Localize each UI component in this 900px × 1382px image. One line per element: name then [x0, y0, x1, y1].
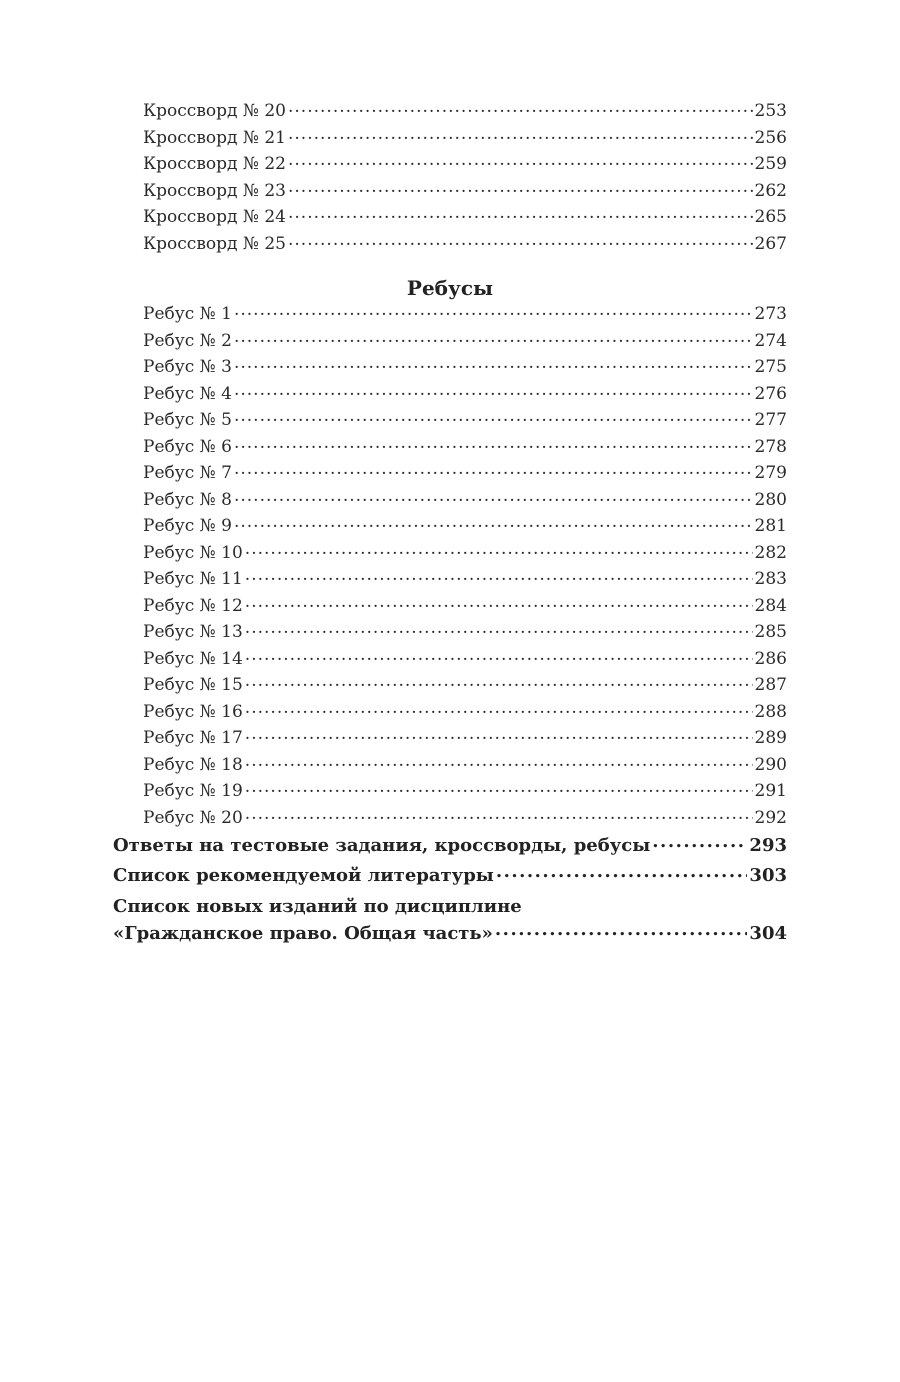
dot-leader	[234, 488, 753, 505]
toc-entry-rebus-8[interactable]	[113, 487, 787, 514]
dot-leader	[288, 205, 753, 222]
toc-entry-title: Ответы на тестовые задания, кроссворды, ребусы	[113, 835, 651, 856]
toc-entry-page: 291	[754, 781, 787, 801]
toc-entry-rebus-12[interactable]	[113, 593, 787, 620]
dot-leader	[245, 753, 753, 770]
toc-entry-rebus-2[interactable]	[113, 328, 787, 355]
dot-leader	[245, 567, 753, 584]
toc-entry-page: 281	[754, 516, 787, 536]
toc-entry-page: 285	[754, 622, 787, 642]
dot-leader	[245, 673, 753, 690]
toc-entry-rebus-15[interactable]	[113, 672, 787, 699]
toc-entry-title: Кроссворд № 21	[143, 127, 286, 148]
toc-entry-page: 286	[754, 648, 787, 669]
dot-leader	[234, 408, 753, 425]
toc-entry-title: Ребус № 12	[143, 595, 243, 616]
dot-leader	[245, 779, 753, 796]
toc-entry-new-publications[interactable]	[113, 893, 787, 947]
toc-entry-title: Ребус № 6	[143, 436, 232, 457]
toc-entry-rebus-10[interactable]	[113, 540, 787, 567]
toc-entry-page: 303	[749, 865, 787, 886]
toc-entry-rebus-17[interactable]	[113, 725, 787, 752]
toc-entry-crossword-24[interactable]	[113, 204, 787, 231]
toc-entry-page: 274	[754, 330, 787, 351]
toc-entry-title: Список рекомендуемой литературы	[113, 865, 494, 886]
toc-entry-title: Ребус № 4	[143, 383, 232, 404]
toc-entry-page: 292	[754, 807, 787, 828]
toc-entry-title: Ребус № 15	[143, 675, 243, 695]
toc-entry-title: Ребус № 9	[143, 516, 232, 536]
toc-entry-page: 276	[754, 383, 787, 404]
dot-leader	[234, 461, 753, 478]
toc-entry-page: 284	[754, 595, 787, 616]
toc-entry-page: 262	[754, 180, 787, 201]
toc-entry-page: 280	[754, 489, 787, 510]
toc-entry-page: 265	[754, 207, 787, 227]
toc-entry-crossword-20[interactable]	[113, 98, 787, 125]
dot-leader	[245, 806, 753, 823]
toc-entry-page: 287	[754, 675, 787, 695]
toc-entry-title: Ребус № 17	[143, 728, 243, 748]
main-entries	[113, 831, 787, 891]
dot-leader	[288, 99, 753, 116]
toc-entry-rebus-4[interactable]	[113, 381, 787, 408]
toc-entry-title: Кроссворд № 22	[143, 154, 286, 174]
toc-entry-page: 282	[754, 542, 787, 563]
toc-entry-page: 290	[754, 754, 787, 775]
toc-entry-title: Ребус № 16	[143, 701, 243, 722]
toc-entry-page: 289	[754, 728, 787, 748]
toc-entry-crossword-25[interactable]	[113, 231, 787, 258]
toc-entry-rebus-5[interactable]	[113, 407, 787, 434]
dot-leader	[288, 232, 753, 249]
toc-entry-rebus-20[interactable]	[113, 805, 787, 832]
toc-entry-rebus-13[interactable]	[113, 619, 787, 646]
toc-entry-title: Ребус № 1	[143, 304, 232, 324]
toc-entry-rebus-14[interactable]	[113, 646, 787, 673]
toc-entry-title: Ребус № 2	[143, 330, 232, 351]
dot-leader	[245, 620, 753, 637]
toc-entry-title: Ребус № 19	[143, 781, 243, 801]
dot-leader	[495, 921, 748, 939]
toc-entry-rebus-6[interactable]	[113, 434, 787, 461]
dot-leader	[288, 179, 753, 196]
toc-entry-page: 288	[754, 701, 787, 722]
toc-entry-title: Ребус № 3	[143, 357, 232, 377]
toc-entry-title: Ребус № 7	[143, 463, 232, 483]
toc-entry-page: 304	[749, 923, 787, 944]
table-of-contents	[113, 98, 787, 947]
dot-leader	[234, 382, 753, 399]
toc-entry-title: Ребус № 11	[143, 569, 243, 589]
toc-entry-title: Ребус № 13	[143, 622, 243, 642]
toc-entry-crossword-22[interactable]	[113, 151, 787, 178]
toc-entry-page: 293	[749, 835, 787, 856]
dot-leader	[652, 833, 747, 851]
dot-leader	[245, 541, 753, 558]
dot-leader	[496, 863, 748, 881]
toc-entry-crossword-21[interactable]	[113, 125, 787, 152]
toc-entry-page: 273	[754, 304, 787, 324]
toc-entry-rebus-1[interactable]	[113, 301, 787, 328]
toc-entry-rebus-7[interactable]	[113, 460, 787, 487]
toc-entry-title-line1: Список новых изданий по дисциплине	[113, 896, 522, 917]
toc-entry-answers[interactable]	[113, 831, 787, 861]
dot-leader	[245, 647, 753, 664]
toc-entry-title: Ребус № 20	[143, 807, 243, 828]
toc-entry-rebus-3[interactable]	[113, 354, 787, 381]
dot-leader	[245, 700, 753, 717]
toc-entry-page: 279	[754, 463, 787, 483]
toc-entry-title: Кроссворд № 24	[143, 207, 286, 227]
toc-entry-rebus-16[interactable]	[113, 699, 787, 726]
dot-leader	[234, 329, 753, 346]
toc-entry-title-row2	[113, 920, 787, 947]
toc-entry-rebus-18[interactable]	[113, 752, 787, 779]
toc-entry-title: Ребус № 5	[143, 410, 232, 430]
toc-entry-page: 275	[754, 357, 787, 377]
dot-leader	[234, 435, 753, 452]
toc-entry-page: 267	[754, 233, 787, 254]
toc-entry-crossword-23[interactable]	[113, 178, 787, 205]
dot-leader	[245, 726, 753, 743]
toc-entry-title: Ребус № 18	[143, 754, 243, 775]
toc-entry-bibliography[interactable]	[113, 861, 787, 891]
toc-entry-title: Ребус № 14	[143, 648, 243, 669]
toc-entry-page: 283	[754, 569, 787, 589]
toc-entry-page: 259	[754, 154, 787, 174]
dot-leader	[234, 355, 753, 372]
toc-entry-page: 253	[754, 101, 787, 121]
toc-entry-title: Кроссворд № 25	[143, 233, 286, 254]
dot-leader	[288, 126, 753, 143]
dot-leader	[245, 594, 753, 611]
dot-leader	[234, 514, 753, 531]
section-heading-rebus: Ребусы	[406, 276, 494, 300]
toc-entry-rebus-11[interactable]	[113, 566, 787, 593]
toc-entry-rebus-9[interactable]	[113, 513, 787, 540]
toc-entry-page: 278	[754, 436, 787, 457]
toc-entry-title: Ребус № 8	[143, 489, 232, 510]
toc-entry-title: Кроссворд № 20	[143, 101, 286, 121]
toc-entry-title-line2: «Гражданское право. Общая часть»	[113, 923, 493, 944]
dot-leader	[288, 152, 753, 169]
dot-leader	[234, 302, 753, 319]
rebus-list	[113, 301, 787, 831]
toc-entry-title: Кроссворд № 23	[143, 180, 286, 201]
toc-entry-title: Ребус № 10	[143, 542, 243, 563]
crossword-list	[113, 98, 787, 257]
toc-entry-page: 256	[754, 127, 787, 148]
toc-entry-page: 277	[754, 410, 787, 430]
toc-entry-rebus-19[interactable]	[113, 778, 787, 805]
